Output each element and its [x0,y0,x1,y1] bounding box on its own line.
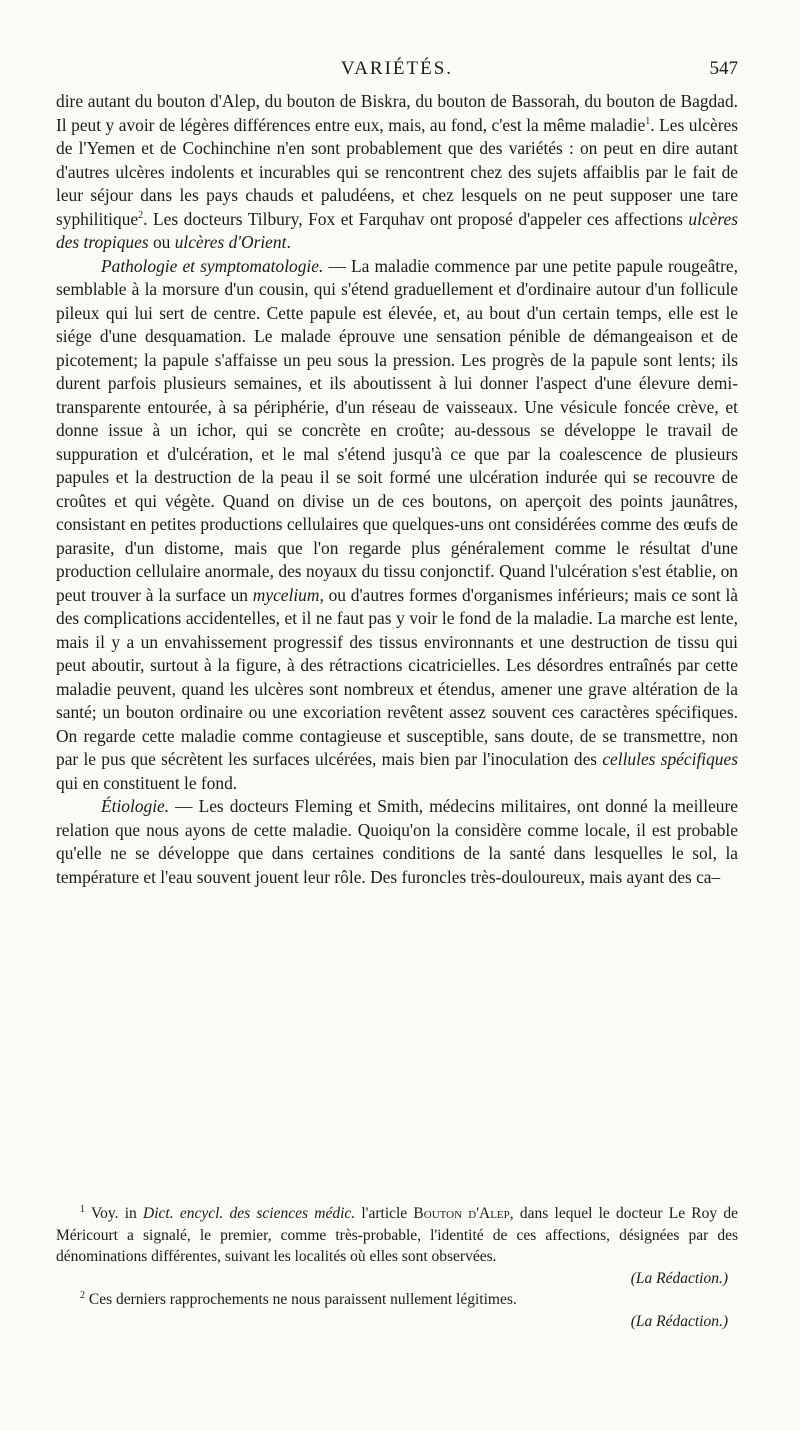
italic-term: mycelium [252,584,320,605]
text-run: — Les docteurs Fleming et Smith, médecins militaires, ont donné la meilleure relation que nous ayons de cette maladie. Quoiqu'on la considère comme locale, il est probable qu'elle ne se développe que dans certaines conditions de la santé dans lesquelles le sol, la température et l'eau souvent jouent leur rôle. Des furoncles très-douloureux, mais ayant des ca– [56,796,738,887]
footnote-mark: 1 [80,1203,85,1215]
footnotes [56,1203,738,1332]
text-run: , ou d'autres formes d'organismes inférieurs; mais ce sont là des complications accidentelles, et il ne faut pas y voir le fond de la maladie. La marche est lente, mais il y a un envahissement progressif des tissus environnants et une destruction de tissu qui peut aboutir, surtout à la figure, à des rétractions cicatricielles. Les désordres entraînés par cette maladie peuvent, quand les ulcères sont nombreux et étendus, amener une grave altération de la santé; un bouton ordinaire ou une excoriation revêtent assez souvent ces caractères spécifiques. On regarde cette maladie comme contagieuse et susceptible, sans doute, de se transmettre, non par le pus que sécrètent les surfaces ulcérées, mais bien par l'inoculation des [56,584,738,769]
text-run: . Les ulcères de l'Yemen et de Cochinchine n'en sont probablement que des variétés : on peut en dire autant d'autres ulcères indolents et incurables qui se rencontrent chez des sujets affaiblis par le fait de leur séjour dans les pays chauds et paludéens, et chez lesquels on ne peut supposer une tare syphilitique [56,114,738,229]
footnote-ref: 1 [645,115,651,127]
paragraph-intro [56,90,738,255]
main-text [56,90,738,889]
footnote-1 [56,1203,738,1268]
footnote-2 [56,1289,738,1311]
smallcaps-term: Bouton d'Alep [413,1205,510,1222]
text-run: Voy. in [90,1205,144,1222]
text-run: dire autant du bouton d'Alep, du bouton de Biskra, du bouton de Bassorah, du bouton de Bagdad. Il peut y avoir de légères différences entre eux, mais, au fond, c'est la même maladie [56,91,738,135]
paragraph-pathologie [56,255,738,796]
text-run: . Les docteurs Tilbury, Fox et Farquhav ont proposé d'appeler ces affections [143,208,689,229]
text-run: , dans lequel le docteur Le Roy de Méricourt a signalé, le premier, comme très-probable, l'identité de ces affections, désignées par des dénominations différentes, suivant les localités où elles sont observées. [56,1205,739,1265]
footnote-signature: (La Rédaction.) [630,1269,728,1287]
section-heading: Pathologie et symptomatologie. [101,255,324,276]
text-run: ou [148,232,175,252]
italic-term: ulcères d'Orient [174,232,287,252]
text-run: l'article [355,1205,414,1222]
italic-term: Dict. encycl. des sciences médic. [143,1205,356,1222]
page-header [56,58,738,82]
italic-term: ulcères des tropiques [56,208,738,252]
footnote-signature: (La Rédaction.) [630,1312,728,1330]
text-run: qui en constituent le fond. [56,772,238,793]
italic-term: cellules spécifiques [602,749,738,769]
paragraph-etiologie [56,795,738,889]
footnote-mark: 2 [80,1289,85,1301]
footnote-ref: 2 [138,209,144,221]
page-number: 547 [709,58,738,79]
text-run: Ces derniers rapprochements ne nous paraissent nullement légitimes. [88,1291,517,1308]
running-title: VARIÉTÉS. [340,58,454,79]
section-heading: Étiologie. [101,796,170,816]
text-run: . [286,232,291,252]
text-run: — La maladie commence par une petite papule rougeâtre, semblable à la morsure d'un cousin, qui s'étend graduellement et d'ordinaire autour d'un follicule pileux qui lui sert de centre. Cette papule est élevée, et, au bout d'un certain temps, elle est le siége d'une desquamation. Le malade éprouve une sensation pénible de démangeaison et de picotement; la papule s'affaisse un peu sous la pression. Les progrès de la papule sont lents; ils durent parfois plusieurs semaines, et ils aboutissent à lui donner l'aspect d'une élevure demi-transparente entourée, à sa périphérie, d'un réseau de vaisseaux. Une vésicule foncée crève, et donne issue à un ichor, qui se concrète en croûte; au-dessous se développe le travail de suppuration et d'ulcération, et le mal s'étend jusqu'à ce que par la coalescence de plusieurs papules et la destruction de la peau il se soit formé une ulcération indurée qui se recouvre de croûtes et qui végète. Quand on divise un de ces boutons, on aperçoit des points jaunâtres, consistant en petites productions cellulaires que quelques-uns ont considérées comme des œufs de parasite, d'un distome, mais que l'on regarde plus généralement comme le résultat d'une production cellulaire anormale, des noyaux du tissu conjonctif. Quand l'ulcération s'est établie, on peut trouver à la surface un [56,255,738,605]
